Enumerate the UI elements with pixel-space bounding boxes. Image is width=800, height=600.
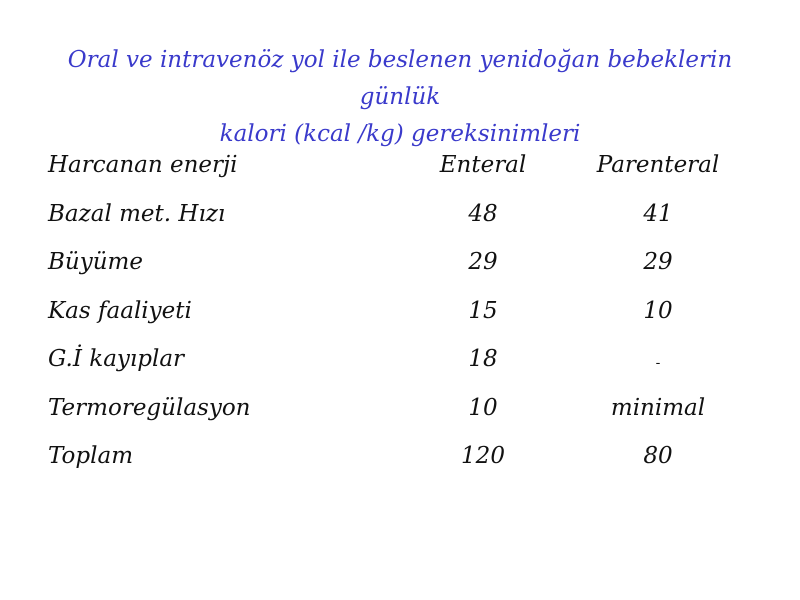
- table-row: [48, 388, 748, 437]
- row-enteral-value: 15: [468, 297, 498, 324]
- row-parenteral-value: 29: [643, 249, 673, 275]
- title-line-1: Oral ve intravenöz yol ile beslenen yenidoğan bebeklerin günlük: [67, 47, 733, 110]
- table-header-row: [48, 145, 748, 194]
- row-parenteral-value: 41: [643, 200, 673, 227]
- row-enteral-value: 29: [468, 249, 498, 275]
- energy-table: [48, 145, 748, 485]
- title-line-2: kalori (kcal /kg) gereksinimleri: [219, 121, 581, 147]
- slide-title: [40, 42, 760, 153]
- table-row: [48, 436, 748, 485]
- row-parenteral-value: 80: [643, 443, 673, 469]
- table-row: [48, 194, 748, 243]
- row-parenteral-value: -: [655, 355, 661, 371]
- header-label: Harcanan enerji: [48, 152, 238, 178]
- row-parenteral-value: 10: [643, 297, 673, 324]
- table-row: [48, 242, 748, 291]
- row-parenteral-value: minimal: [610, 394, 706, 421]
- row-label: Büyüme: [48, 249, 143, 275]
- row-enteral-value: 18: [468, 346, 498, 372]
- table-row: [48, 291, 748, 340]
- row-enteral-value: 48: [468, 200, 498, 227]
- row-label: G.İ kayıplar: [48, 346, 185, 372]
- row-label: Termoregülasyon: [48, 394, 251, 421]
- header-enteral: Enteral: [439, 152, 527, 178]
- row-enteral-value: 10: [468, 394, 498, 421]
- row-enteral-value: 120: [461, 443, 505, 469]
- row-label: Kas faaliyeti: [48, 297, 192, 324]
- header-parenteral: Parenteral: [596, 152, 720, 178]
- table-row: [48, 339, 748, 388]
- row-label: Toplam: [48, 443, 134, 469]
- row-label: Bazal met. Hızı: [48, 200, 226, 227]
